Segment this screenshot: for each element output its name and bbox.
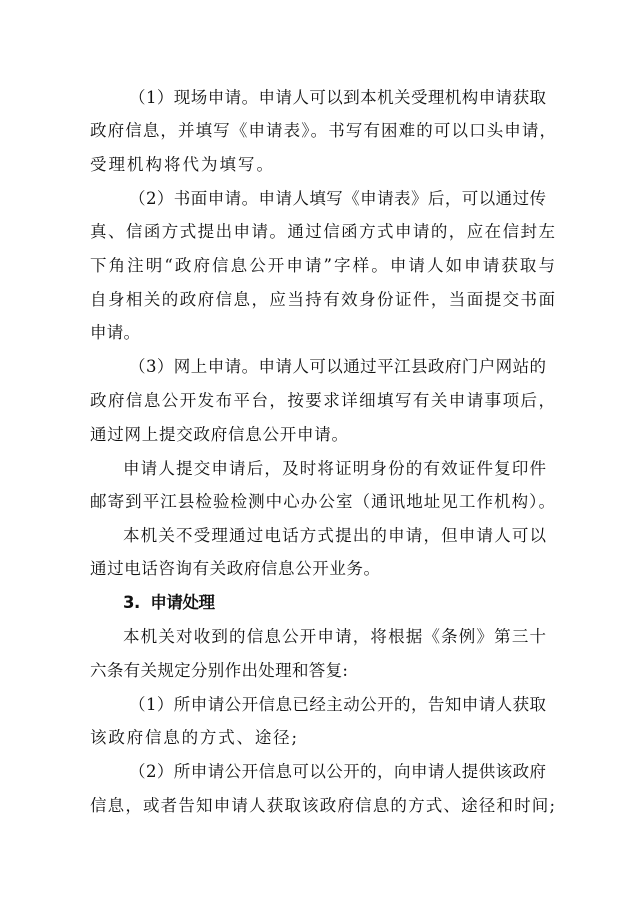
text-line-content: 信息，或者告知申请人获取该政府信息的方式、途径和时间; (90, 796, 557, 815)
text-line-content: 通过网上提交政府信息公开申请。 (90, 425, 349, 444)
text-line-content: 申请。 (90, 323, 141, 342)
text-line-content: 邮寄到平江县检验检测中心办公室（通讯地址见工作机构）。 (90, 492, 557, 511)
text-line-content: （1）所申请公开信息已经主动公开的，告知申请人获取 (129, 695, 547, 714)
text-line-content: 政府信息公开发布平台，按要求详细填写有关申请事项后， (90, 391, 557, 410)
text-line (0, 148, 635, 182)
text-line-content: 3. 申请处理 (123, 593, 215, 612)
text-line-content: （2）书面申请。申请人填写《申请表》后，可以通过传 (129, 189, 547, 208)
text-line (0, 215, 635, 249)
text-line-content: （3）网上申请。申请人可以通过平江县政府门户网站的 (129, 357, 547, 376)
text-line-content: 政府信息，并填写《申请表》。书写有困难的可以口头申请， (90, 121, 558, 140)
text-line (0, 755, 635, 789)
text-line-content: 本机关不受理通过电话方式提出的申请，但申请人可以 (123, 526, 548, 545)
text-line (0, 114, 635, 148)
text-line (0, 688, 635, 722)
text-line-content: 受理机构将代为填写。 (90, 155, 275, 174)
text-line (0, 249, 635, 283)
text-line-content: 申请人提交申请后，及时将证明身份的有效证件复印件 (123, 459, 548, 478)
text-line (0, 552, 635, 586)
text-line (0, 350, 635, 384)
text-line-content: 自身相关的政府信息，应当持有效身份证件，当面提交书面 (90, 290, 557, 309)
text-line-content: 该政府信息的方式、途径; (90, 728, 299, 747)
text-line (0, 81, 635, 115)
section-heading (0, 586, 635, 620)
text-line (0, 182, 635, 216)
text-line (0, 418, 635, 452)
text-line (0, 316, 635, 350)
text-line-content: 通过电话咨询有关政府信息公开业务。 (90, 559, 381, 578)
text-line (0, 283, 635, 317)
text-line (0, 485, 635, 519)
text-line (0, 519, 635, 553)
text-line (0, 721, 635, 755)
text-line (0, 452, 635, 486)
text-line-content: 下角注明“政府信息公开申请”字样。申请人如申请获取与 (90, 256, 558, 275)
text-line (0, 384, 635, 418)
text-line-content: 本机关对收到的信息公开申请，将根据《条例》第三十 (123, 627, 548, 646)
text-line (0, 789, 635, 823)
text-line-content: （2）所申请公开信息可以公开的，向申请人提供该政府 (129, 762, 547, 781)
text-line (0, 620, 635, 654)
text-line (0, 654, 635, 688)
text-line-content: 真、信函方式提出申请。通过信函方式申请的，应在信封左 (90, 222, 557, 241)
text-line-content: 六条有关规定分别作出处理和答复: (90, 661, 349, 680)
text-line-content: （1）现场申请。申请人可以到本机关受理机构申请获取 (129, 88, 547, 107)
